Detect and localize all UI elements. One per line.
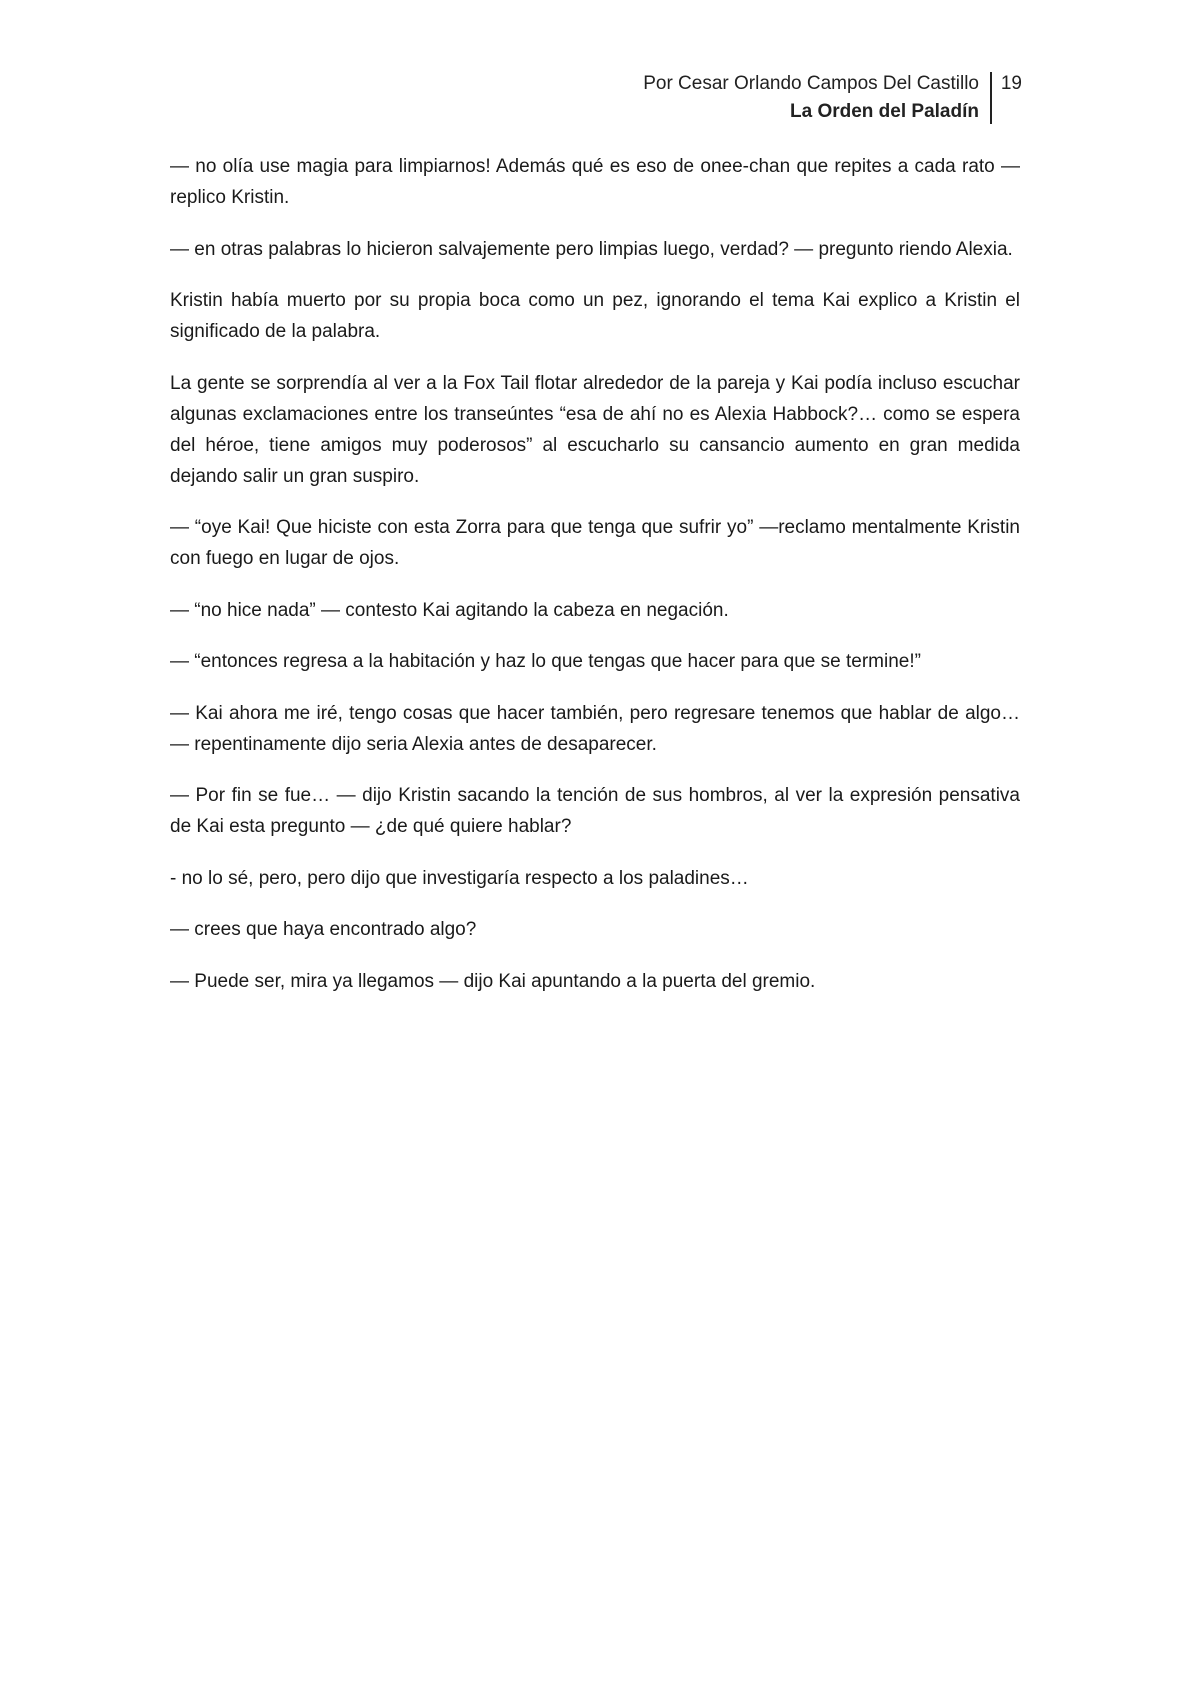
paragraph: — Por fin se fue… — dijo Kristin sacando la tención de sus hombros, al ver la expresión pensativa de Kai esta pregunto — ¿de qué quiere hablar? <box>170 785 1020 837</box>
paragraph: — en otras palabras lo hicieron salvajemente pero limpias luego, verdad? — pregunto riendo Alexia. <box>170 238 1013 260</box>
paragraph: — Kai ahora me iré, tengo cosas que hacer también, pero regresare tenemos que hablar de algo… — repentinamente dijo seria Alexia antes de desaparecer. <box>170 702 1020 755</box>
paragraph: — “entonces regresa a la habitación y haz lo que tengas que hacer para que se termine!” <box>170 651 921 672</box>
page-number: 19 <box>1000 73 1022 94</box>
paragraph: — “oye Kai! Que hiciste con esta Zorra para que tenga que sufrir yo” —reclamo mentalmente Kristin con fuego en lugar de ojos. <box>170 517 1020 569</box>
header-author: Por Cesar Orlando Campos Del Castillo <box>643 73 979 94</box>
paragraph: — Puede ser, mira ya llegamos — dijo Kai apuntando a la puerta del gremio. <box>170 970 816 992</box>
paragraph: - no lo sé, pero, pero dijo que investigaría respecto a los paladines… <box>170 867 749 889</box>
header-divider <box>990 72 992 124</box>
header-text-block <box>643 70 979 126</box>
page-header <box>560 70 1022 126</box>
paragraph: — no olía use magia para limpiarnos! Además qué es eso de onee-chan que repites a cada rato — replico Kristin. <box>170 156 1020 208</box>
paragraph: — “no hice nada” — contesto Kai agitando la cabeza en negación. <box>170 599 729 621</box>
paragraph: La gente se sorprendía al ver a la Fox Tail flotar alrededor de la pareja y Kai podía incluso escuchar algunas exclamaciones entre los transeúntes “esa de ahí no es Alexia Habbock?… como se espera del héroe, tiene amigos muy poderosos” al escucharlo su cansancio aumento en gran medida dejando salir un gran suspiro. <box>170 372 1020 487</box>
header-book-title: La Orden del Paladín <box>790 101 979 122</box>
paragraph: — crees que haya encontrado algo? <box>170 919 477 940</box>
paragraph: Kristin había muerto por su propia boca como un pez, ignorando el tema Kai explico a Kristin el significado de la palabra. <box>170 290 1020 342</box>
body-text <box>170 151 1020 1017</box>
